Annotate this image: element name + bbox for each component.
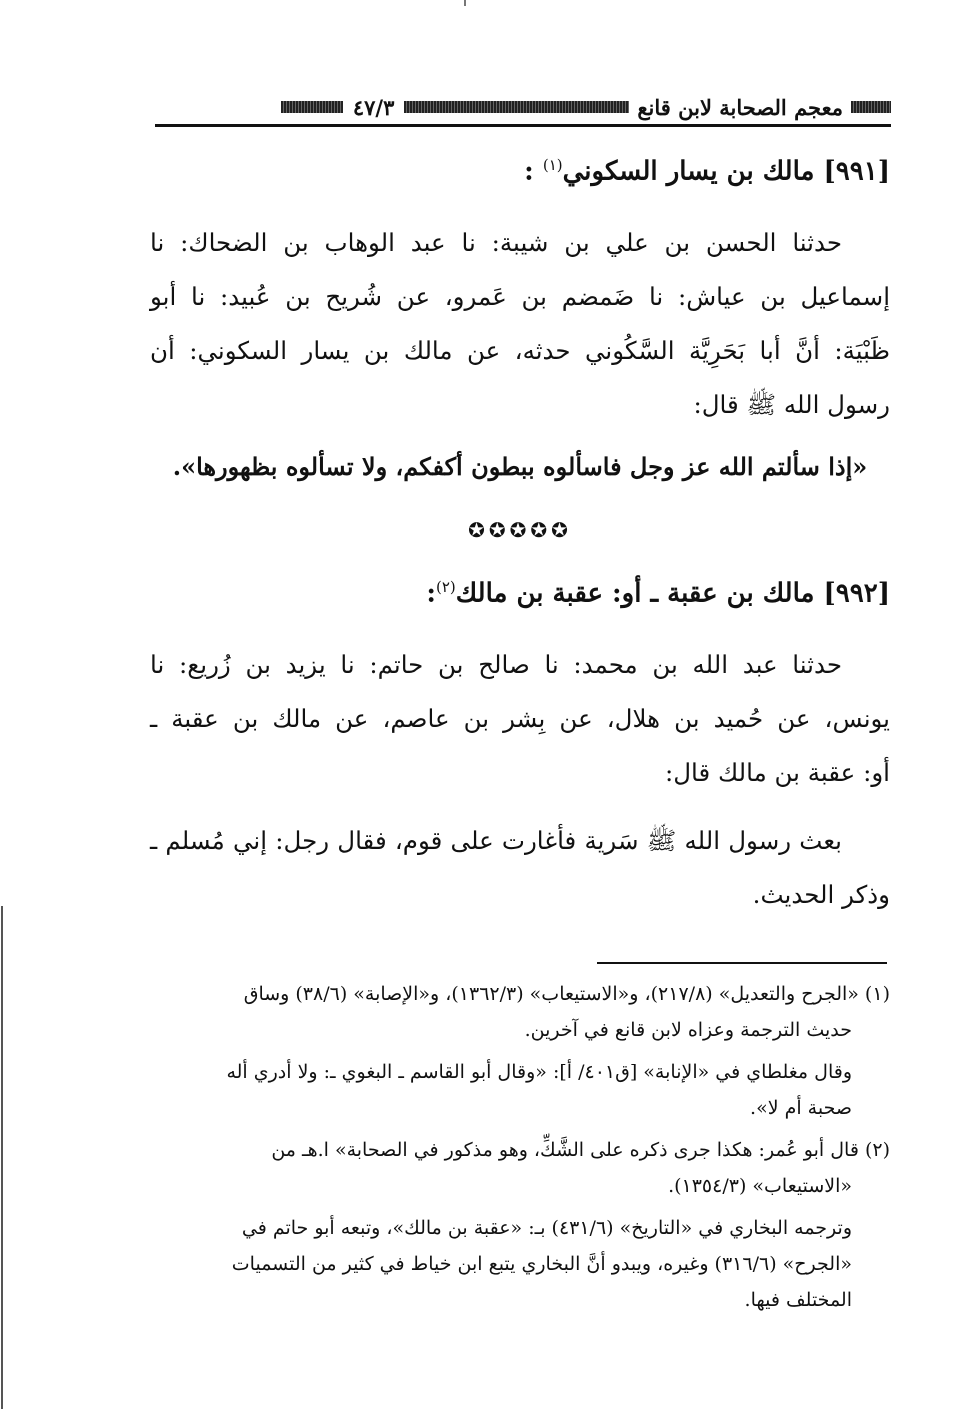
entry-body bbox=[150, 216, 890, 432]
body-line: بعث رسول الله ﷺ سَرية فأغارت على قوم، فقال رجل: إني مُسلم ـ bbox=[150, 826, 842, 855]
body-line: إسماعيل بن عياش: نا ضَمضم بن عَمرو، عن شُريح بن عُبيد: نا أبو bbox=[150, 282, 890, 311]
footnote-line: حديث الترجمة وعزاه لابن قانع في آخرين. bbox=[524, 1019, 852, 1041]
running-header bbox=[155, 92, 891, 122]
entry-body bbox=[150, 814, 890, 922]
footnote-line: المختلف فيها. bbox=[744, 1289, 852, 1311]
footnote-line: وقال مغلطاي في «الإنابة» [ق٤٠١/ أ]: «وقال أبو القاسم ـ البغوي ـ: ولا أدري أله bbox=[226, 1061, 852, 1083]
entry-body bbox=[150, 638, 890, 800]
body-line: حدثنا الحسن بن علي بن شيبة: نا عبد الوهاب بن الضحاك: نا bbox=[150, 228, 842, 257]
scan-mark bbox=[464, 0, 466, 6]
footnote-rule bbox=[597, 962, 887, 964]
entry-heading-text: [٩٩١] مالك بن يسار السكوني bbox=[562, 156, 890, 187]
header-ornament-bar bbox=[851, 101, 891, 113]
hadith-text: «إذا سألتم الله عز وجل فاسألوه ببطون أكفكم، ولا تسألوه بظهورها». bbox=[172, 452, 868, 481]
body-line: حدثنا عبد الله بن محمد: نا صالح بن حاتم: نا يزيد بن زُريع: نا bbox=[150, 650, 842, 679]
scan-edge-line bbox=[1, 906, 3, 1409]
page-number: ٤٧/٣ bbox=[352, 94, 395, 120]
book-title: معجم الصحابة لابن قانع bbox=[637, 94, 843, 120]
body-line: وذكر الحديث. bbox=[752, 880, 890, 909]
footnote-line: وترجمه البخاري في «التاريخ» (٤٣١/٦) بـ: «عقبة بن مالك»، وتبعه أبو حاتم في bbox=[241, 1217, 852, 1239]
body-line: ظَبْيَة: أنَّ أبا بَحَرِيَّة السَّكُوني حدثه، عن مالك بن يسار السكوني: أن bbox=[150, 336, 890, 365]
section-separator: ✪✪✪✪✪ bbox=[468, 518, 572, 542]
footnote-ref[interactable]: (١) bbox=[542, 156, 563, 174]
header-ornament-bar bbox=[281, 101, 343, 113]
entry-heading-text: [٩٩٢] مالك بن عقبة ـ أو: عقبة بن مالك bbox=[455, 578, 890, 609]
footnote-line: (٢) قال أبو عُمر: هكذا جرى ذكره على الشَّكِّ، وهو مذكور في الصحابة» ا.هـ من bbox=[271, 1139, 890, 1161]
heading-colon: : bbox=[524, 156, 534, 187]
body-line: يونس، عن حُميد بن هلال، عن بِشر بن عاصم، عن مالك بن عقبة ـ bbox=[150, 704, 890, 733]
entry-heading bbox=[150, 578, 890, 609]
header-rule bbox=[155, 124, 891, 127]
footnote-line: (١) «الجرح والتعديل» (٢١٧/٨)، و«الاستيعاب» (١٣٦٢/٣)، و«الإصابة» (٣٨/٦) وساق bbox=[243, 983, 890, 1005]
footnote-line: «الجرح» (٣١٦/٦) وغيره، ويبدو أنَّ البخاري يتبع ابن خياط في كثير من التسميات bbox=[231, 1253, 852, 1275]
header-ornament-bar bbox=[404, 101, 629, 113]
heading-colon: : bbox=[426, 578, 436, 609]
footnote-line: صحبة أم لا». bbox=[750, 1097, 852, 1119]
footnote-line: «الاستيعاب» (١٣٥٤/٣). bbox=[668, 1175, 852, 1197]
body-line: أو: عقبة بن مالك قال: bbox=[665, 758, 890, 787]
footnotes bbox=[150, 976, 890, 1318]
footnote-ref[interactable]: (٢) bbox=[435, 578, 456, 596]
entry-heading bbox=[150, 156, 890, 187]
body-line: رسول الله ﷺ قال: bbox=[693, 390, 890, 419]
